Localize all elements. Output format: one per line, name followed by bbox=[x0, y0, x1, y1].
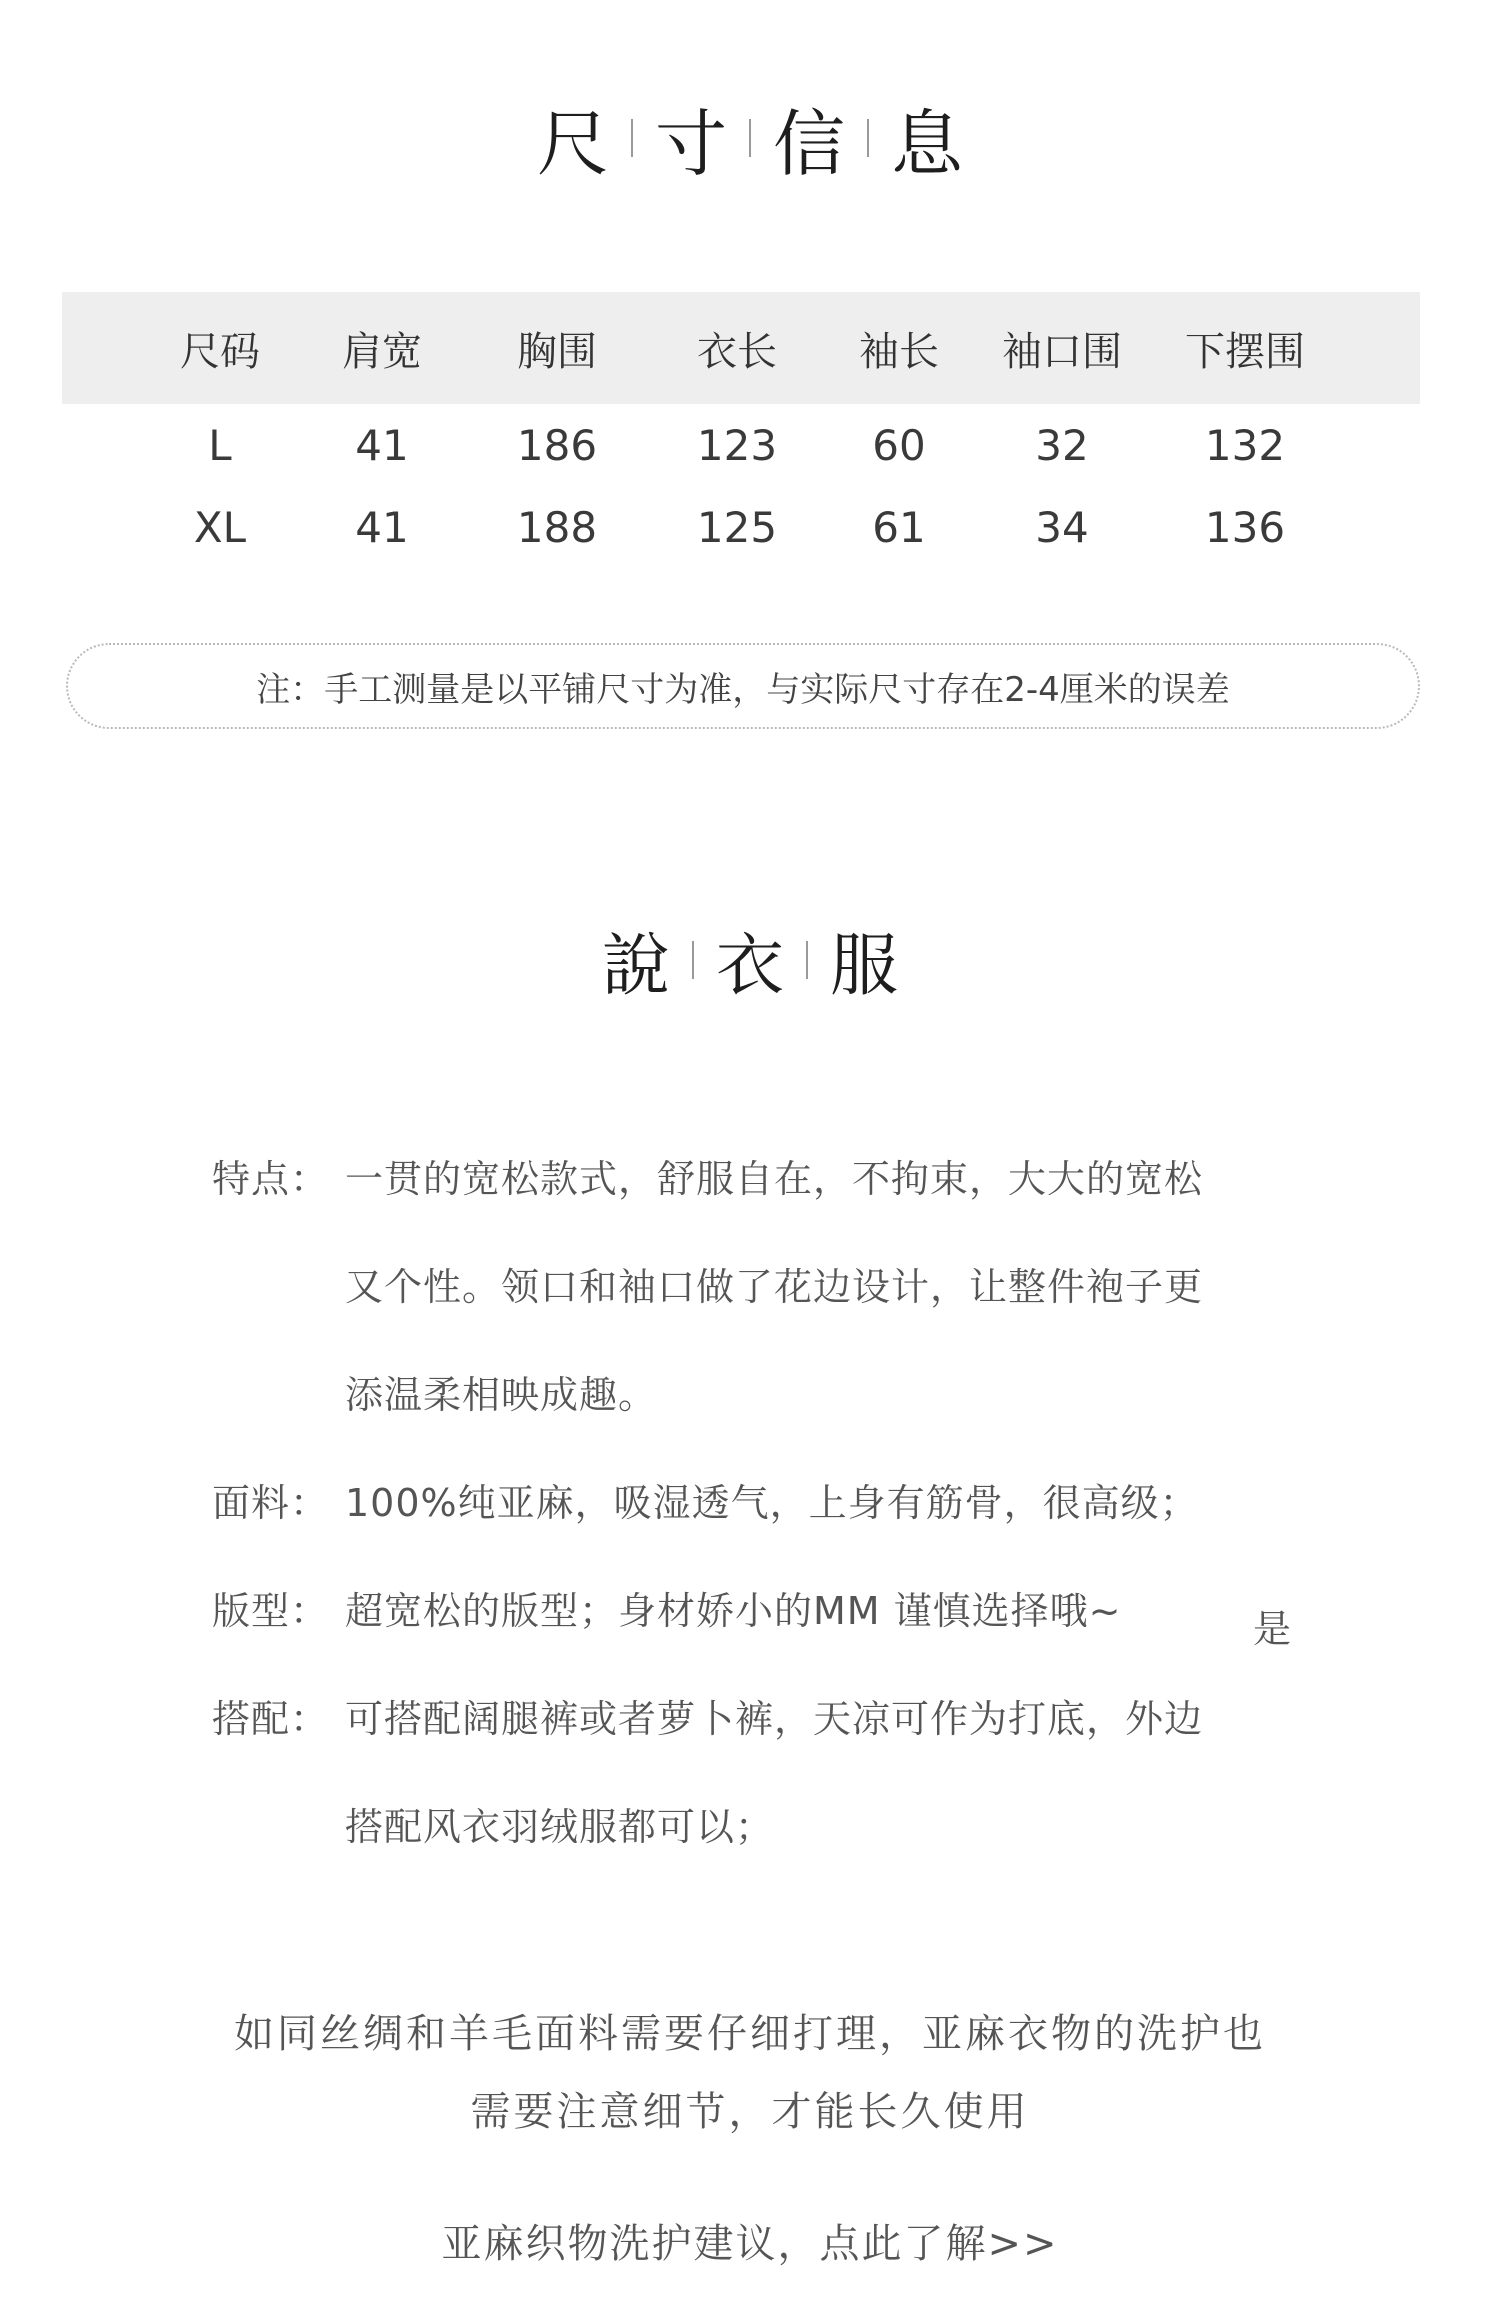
title-char: 尺 bbox=[536, 102, 609, 186]
fabric-label: 面料： bbox=[212, 1481, 330, 1525]
match-line: 搭配风衣羽绒服都可以； bbox=[345, 1805, 775, 1849]
title-divider bbox=[692, 941, 694, 979]
title-char: 衣 bbox=[715, 926, 784, 1006]
features-label: 特点： bbox=[212, 1157, 330, 1201]
title-divider bbox=[867, 119, 869, 157]
fit-line: 超宽松的版型；身材娇小的MM 谨慎选择哦~ bbox=[345, 1589, 1122, 1633]
sleeve-cell: 60 bbox=[872, 420, 926, 470]
sleeve-cell: 61 bbox=[872, 502, 926, 552]
header-cell: 袖口围 bbox=[1002, 328, 1122, 375]
hem-cell: 132 bbox=[1204, 420, 1286, 470]
features-line: 又个性。领口和袖口做了花边设计，让整件袍子更 bbox=[345, 1265, 1204, 1309]
shoulder-cell: 41 bbox=[355, 502, 409, 552]
header-cell: 尺码 bbox=[180, 328, 260, 375]
size-info-title bbox=[0, 88, 1500, 188]
match-line: 可搭配阔腿裤或者萝卜裤，天凉可作为打底，外边 bbox=[345, 1697, 1204, 1741]
care-text-line: 需要注意细节，才能长久使用 bbox=[470, 2089, 1030, 2135]
title-char: 息 bbox=[891, 102, 964, 186]
length-cell: 123 bbox=[696, 420, 778, 470]
stray-char: 是 bbox=[1253, 1607, 1292, 1651]
header-cell: 下摆围 bbox=[1185, 328, 1305, 375]
header-cell: 肩宽 bbox=[342, 328, 422, 375]
chest-cell: 188 bbox=[516, 502, 598, 552]
clothes-description-title bbox=[0, 910, 1500, 1010]
measurement-note-text: 注：手工测量是以平铺尺寸为准，与实际尺寸存在2-4厘米的误差 bbox=[256, 669, 1230, 710]
size-table-header bbox=[62, 292, 1420, 404]
measurement-note bbox=[66, 643, 1420, 729]
cuff-cell: 34 bbox=[1035, 502, 1089, 552]
care-advice-link[interactable]: 亚麻织物洗护建议，点此了解>> bbox=[441, 2221, 1059, 2267]
shoulder-cell: 41 bbox=[355, 420, 409, 470]
match-label: 搭配： bbox=[212, 1697, 330, 1741]
features-line: 添温柔相映成趣。 bbox=[345, 1373, 658, 1417]
header-cell: 袖长 bbox=[859, 328, 939, 375]
size-cell: L bbox=[208, 420, 232, 470]
title-divider bbox=[631, 119, 633, 157]
hem-cell: 136 bbox=[1204, 502, 1286, 552]
title-char: 說 bbox=[601, 926, 670, 1006]
care-text-line: 如同丝绸和羊毛面料需要仔细打理，亚麻衣物的洗护也 bbox=[234, 2011, 1266, 2057]
size-row-xl bbox=[62, 486, 1420, 568]
title-char: 服 bbox=[830, 926, 899, 1006]
title-divider bbox=[749, 119, 751, 157]
size-table bbox=[62, 292, 1420, 568]
chest-cell: 186 bbox=[516, 420, 598, 470]
title-char: 寸 bbox=[654, 102, 727, 186]
header-cell: 衣长 bbox=[697, 328, 777, 375]
size-row-l bbox=[62, 404, 1420, 486]
title-char: 信 bbox=[773, 102, 846, 186]
cuff-cell: 32 bbox=[1035, 420, 1089, 470]
fit-label: 版型： bbox=[212, 1589, 330, 1633]
length-cell: 125 bbox=[696, 502, 778, 552]
features-line: 一贯的宽松款式，舒服自在，不拘束，大大的宽松 bbox=[345, 1157, 1204, 1201]
title-divider bbox=[806, 941, 808, 979]
header-cell: 胸围 bbox=[517, 328, 597, 375]
size-cell: XL bbox=[193, 502, 247, 552]
fabric-line: 100%纯亚麻，吸湿透气，上身有筋骨，很高级； bbox=[345, 1481, 1199, 1525]
